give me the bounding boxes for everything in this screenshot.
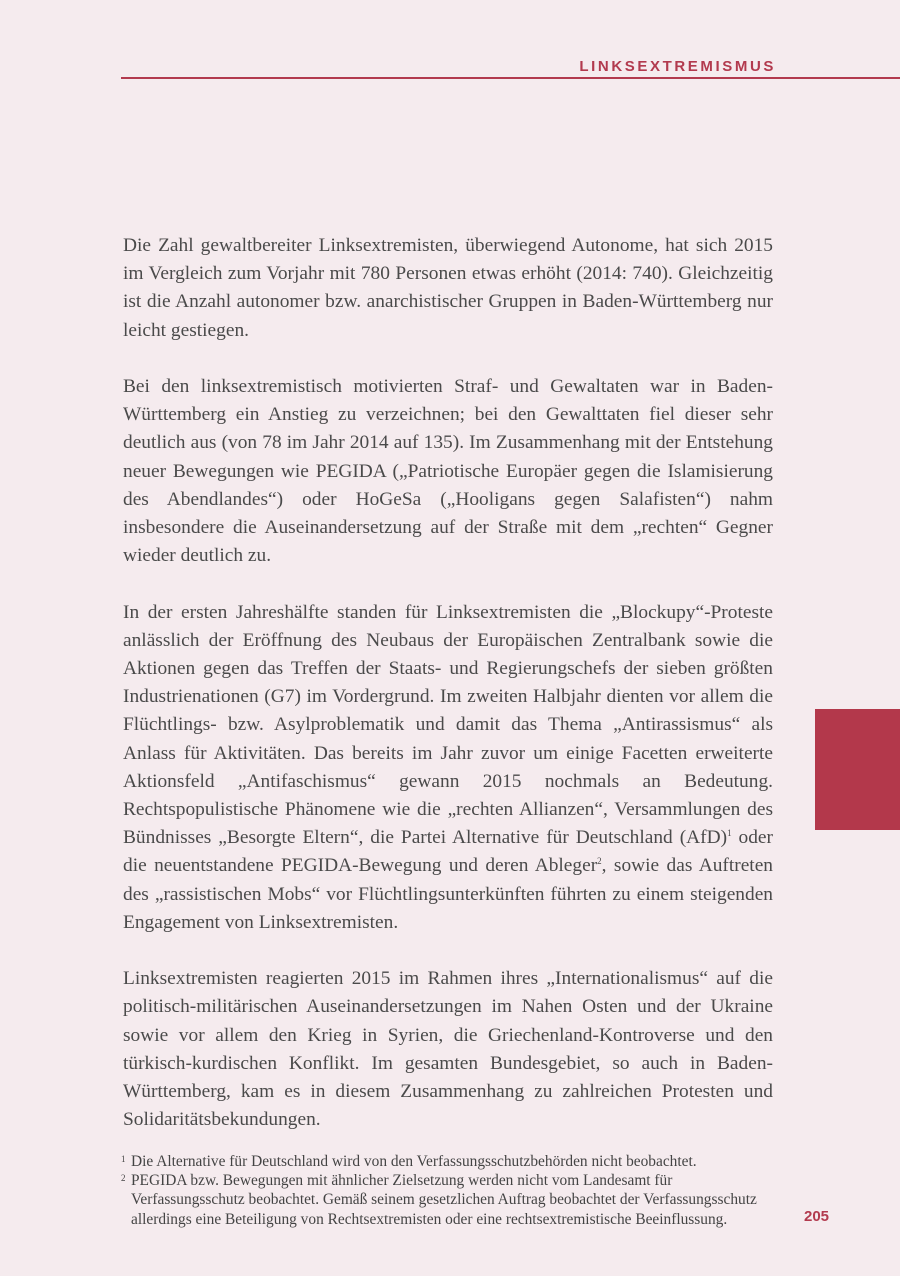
header-divider (121, 77, 900, 79)
main-body-text (123, 232, 773, 1163)
section-title: LINKSEXTREMISMUS (579, 58, 776, 75)
paragraph-3 (123, 599, 773, 937)
paragraph-4: Linksextremisten reagierten 2015 im Rahmen ihres „Internationalismus“ auf die politisch-militärischen Auseinandersetzungen im Nahen Osten und der Ukraine sowie vor allem den Krieg in Syrien, die Griechenland-Kontroverse und den türkisch-kurdischen Konflikt. Im gesamten Bundesgebiet, so auch in Baden-Württemberg, kam es in diesem Zusammenhang zu zahlreichen Protesten und Solidaritätsbekundungen. (123, 968, 773, 1131)
paragraph-3-part-1: In der ersten Jahreshälfte standen für Linksextremisten die „Blockupy“-Proteste anlässlich der Eröffnung des Neubaus der Europäischen Zentralbank sowie die Aktionen gegen das Treffen der Staats- und Regierungschefs der sieben größten Industrienationen (G7) im Vordergrund. Im zweiten Halbjahr dienten vor allem die Flüchtlings- bzw. Asylproblematik und damit das Thema „Antirassismus“ als Anlass für Aktivitäten. Das bereits im Jahr zuvor um einige Facetten erweiterte Aktionsfeld „Antifaschismus“ gewann 2015 nochmals an Bedeutung. Rechtspopulistische Phänomene wie die „rechten Allianzen“, Versammlungen des Bündnisses „Besorgte Eltern“, die Partei Alternative für Deutschland (AfD) (123, 601, 773, 849)
footnote-1: 1 Die Alternative für Deutschland wird von den Verfassungsschutzbehörden nicht beobachtet. (121, 1153, 697, 1170)
footnote-ref-2[interactable]: 2 (597, 856, 602, 867)
footnote-ref-1[interactable]: 1 (727, 828, 732, 839)
footnotes (121, 1152, 771, 1229)
paragraph-3-part-2: oder die neuentstandene PEGIDA-Bewegung und deren Ableger (123, 827, 773, 877)
footnote-text: PEGIDA bzw. Bewegungen mit ähnlicher Zielsetzung werden nicht vom Landesamt für Verfassungsschutz beobachtet. Gemäß seinem gesetzlichen Auftrag beobachtet der Verfassungsschutz allerdings eine Beteiligung von Rechtsextremisten oder eine rechtsextremistische Beeinflussung. (131, 1172, 757, 1228)
page-number: 205 (804, 1208, 830, 1225)
chapter-tab-marker (815, 709, 900, 830)
paragraph-3-part-3: , sowie das Auftreten des „rassistischen Mobs“ vor Flüchtlingsunterkünften führten zu einem steigenden Engagement von Linksextremisten. (123, 855, 773, 933)
footnote-text: Die Alternative für Deutschland wird von den Verfassungsschutzbehörden nicht beobachtet. (131, 1153, 697, 1170)
paragraph-2: Bei den linksextremistisch motivierten Straf- und Gewaltaten war in Baden-Württemberg ein Anstieg zu verzeichnen; bei den Gewalttaten fiel dieser sehr deutlich aus (von 78 im Jahr 2014 auf 135). Im Zusammenhang mit der Entstehung neuer Bewegungen wie PEGIDA („Patriotische Europäer gegen die Islamisierung des Abendlandes“) oder HoGeSa („Hooligans gegen Salafisten“) nahm insbesondere die Auseinandersetzung auf der Straße mit dem „rechten“ Gegner wieder deutlich zu. (123, 376, 773, 567)
paragraph-1: Die Zahl gewaltbereiter Linksextremisten, überwiegend Autonome, hat sich 2015 im Vergleich zum Vorjahr mit 780 Personen etwas erhöht (2014: 740). Gleichzeitig ist die Anzahl autonomer bzw. anarchistischer Gruppen in Baden-Württemberg nur leicht gestiegen. (123, 235, 773, 341)
footnote-2: 2 PEGIDA bzw. Bewegungen mit ähnlicher Zielsetzung werden nicht vom Landesamt für Verfassungsschutz beobachtet. Gemäß seinem gesetzlichen Auftrag beobachtet der Verfassungsschutz allerdings eine Beteiligung von Rechtsextremisten oder eine rechtsextremistische Beeinflussung. (121, 1172, 757, 1228)
